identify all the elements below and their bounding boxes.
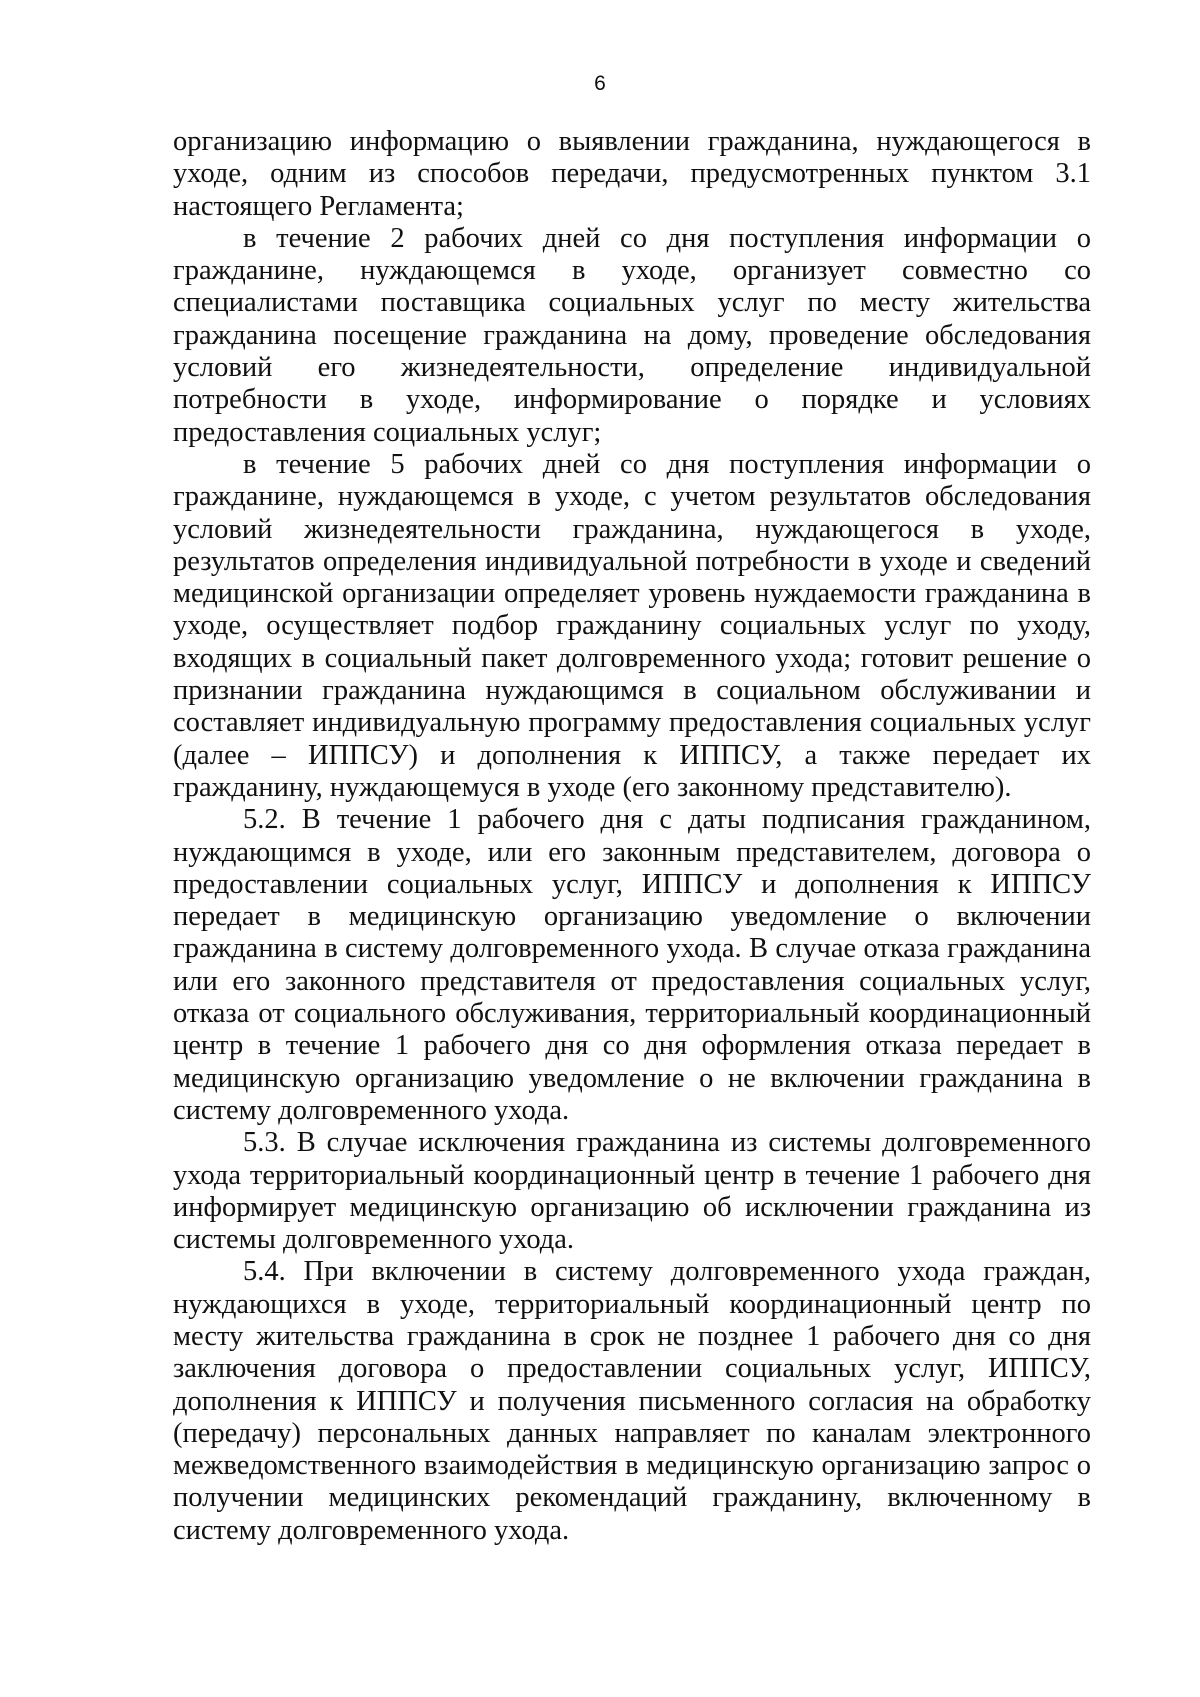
paragraph-5-4: 5.4. При включении в систему долговременного ухода граждан, нуждающихся в уходе, территориальный координационный центр по месту жительства гражданина в срок не позднее 1 рабочего дня со дня заключения договора о предоставлении социальных услуг, ИППСУ, дополнения к ИППСУ и получения письменного согласия на обработку (передачу) персональных данных направляет по каналам электронного межведомственного взаимодействия в медицинскую организацию запрос о получении медицинских рекомендаций гражданину, включенному в систему долговременного ухода. xyxy=(173,1256,1091,1546)
document-body xyxy=(173,126,1091,1547)
paragraph-5-3: 5.3. В случае исключения гражданина из системы долговременного ухода территориальный координационный центр в течение 1 рабочего дня информирует медицинскую организацию об исключении гражданина из системы долговременного ухода. xyxy=(173,1127,1091,1256)
paragraph-5-2: 5.2. В течение 1 рабочего дня с даты подписания гражданином, нуждающимся в уходе, или его законным представителем, договора о предоставлении социальных услуг, ИППСУ и дополнения к ИППСУ передает в медицинскую организацию уведомление о включении гражданина в систему долговременного ухода. В случае отказа гражданина или его законного представителя от предоставления социальных услуг, отказа от социального обслуживания, территориальный координационный центр в течение 1 рабочего дня со дня оформления отказа передает в медицинскую организацию уведомление о не включении гражданина в систему долговременного ухода. xyxy=(173,804,1091,1126)
page-number: 6 xyxy=(594,72,606,95)
paragraph-two-days: в течение 2 рабочих дней со дня поступления информации о гражданине, нуждающемся в уходе, организует совместно со специалистами поставщика социальных услуг по месту жительства гражданина посещение гражданина на дому, проведение обследования условий его жизнедеятельности, определение индивидуальной потребности в уходе, информирование о порядке и условиях предоставления социальных услуг; xyxy=(173,222,1091,448)
paragraph-five-days: в течение 5 рабочих дней со дня поступления информации о гражданине, нуждающемся в уходе, с учетом результатов обследования условий жизнедеятельности гражданина, нуждающегося в уходе, результатов определения индивидуальной потребности в уходе и сведений медицинской организации определяет уровень нуждаемости гражданина в уходе, осуществляет подбор гражданину социальных услуг по уходу, входящих в социальный пакет долговременного ухода; готовит решение о признании гражданина нуждающимся в социальном обслуживании и составляет индивидуальную программу предоставления социальных услуг (далее – ИППСУ) и дополнения к ИППСУ, а также передает их гражданину, нуждающемуся в уходе (его законному представителю). xyxy=(173,448,1091,803)
paragraph-continuation: организацию информацию о выявлении гражданина, нуждающегося в уходе, одним из способов передачи, предусмотренных пунктом 3.1 настоящего Регламента; xyxy=(173,126,1091,222)
